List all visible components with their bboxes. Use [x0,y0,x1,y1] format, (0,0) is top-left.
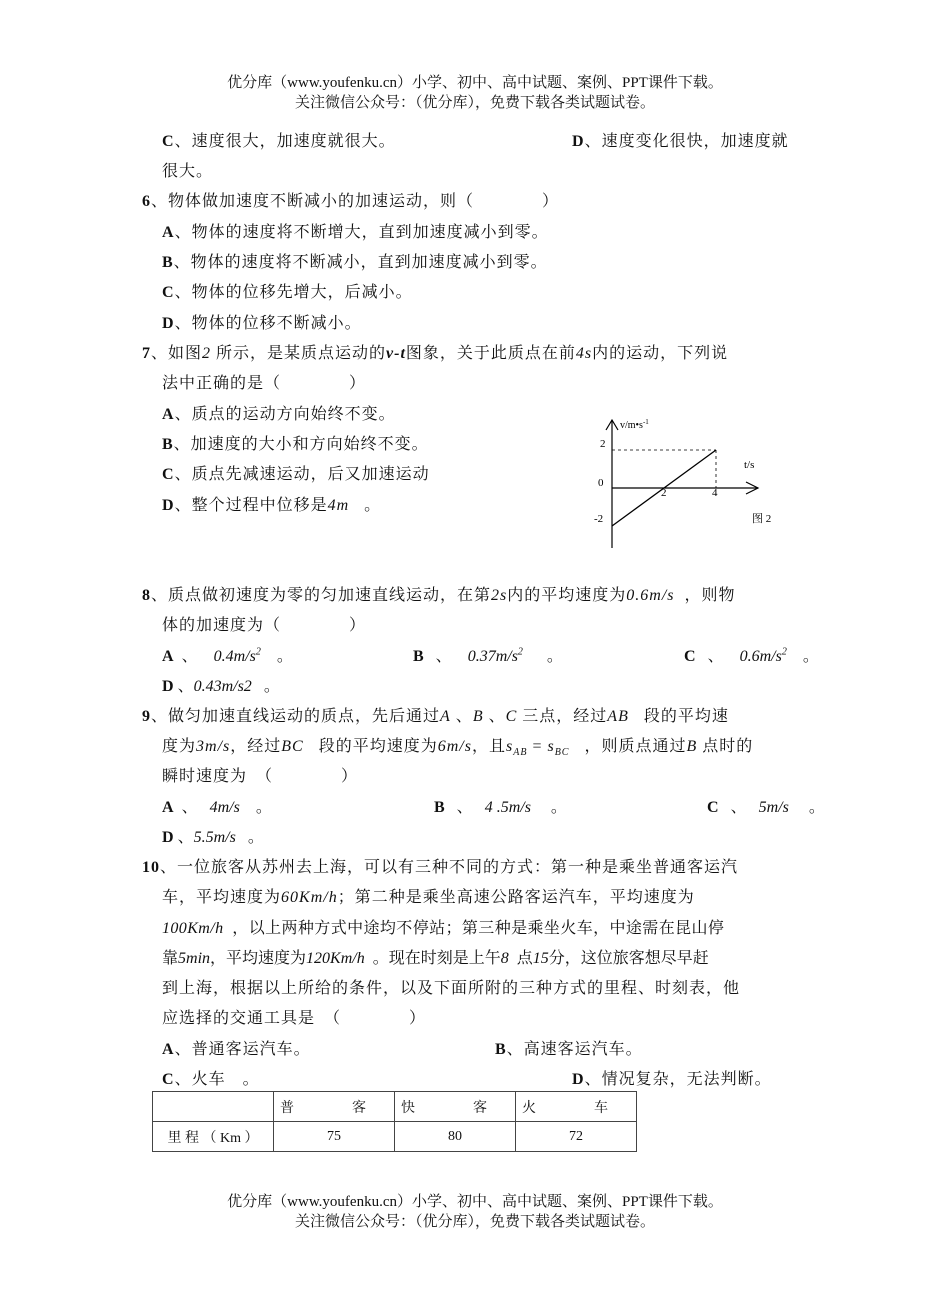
table-cell: 75 [274,1122,395,1152]
q10-line2: 车，平均速度为60Km/h；第二种是乘坐高速公路客运汽车，平均速度为 [162,889,695,906]
distance-table [152,1091,637,1152]
footer-line-2: 关注微信公众号：（优分库），免费下载各类试题试卷。 [294,1214,655,1230]
table-header-cell [153,1092,274,1122]
q9-option-a: A 、 4m/s 。 [162,799,272,816]
y-tick-0: 0 [598,477,604,489]
header-line-1: 优分库（www.youfenku.cn）小学、初中、高中试题、案例、PPT课件下载。 [227,75,723,91]
question-number: 6 [142,193,151,210]
q6-option-a: A、物体的速度将不断增大，直到加速度减小到零。 [162,224,549,241]
q6-option-d: D、物体的位移不断减小。 [162,315,362,332]
table-header-cell: 火 车 [516,1092,637,1122]
q7-stem-cont: 法中正确的是（ ） [162,375,367,392]
q9-option-c: C 、 5m/s 。 [707,799,825,816]
q8-stem-cont: 体的加速度为（ ） [162,617,367,634]
option-text: 、速度很大，加速度就很大。 [174,133,396,150]
q8-option-c: C 、 $0.6m/s^2$ 。 [684,646,819,665]
x-tick-2: 2 [661,487,667,499]
table-header-cell: 普 客 [274,1092,395,1122]
y-tick-neg2: -2 [594,513,604,525]
header-line-2: 关注微信公众号：（优分库），免费下载各类试题试卷。 [294,95,655,111]
q7-option-c: C、质点先减速运动，后又加速运动 [162,466,430,483]
q5-option-d [572,128,789,151]
q10-line3: 100Km/h ，以上两种方式中途均不停站；第三种是乘坐火车，中途需在昆山停 [162,920,725,937]
option-label: C [162,133,175,150]
footer-line-1: 优分库（www.youfenku.cn）小学、初中、高中试题、案例、PPT课件下载。 [227,1194,723,1210]
y-tick-2: 2 [600,438,606,450]
q7-option-a: A、质点的运动方向始终不变。 [162,406,396,423]
x-axis-label: t/s [744,459,755,471]
option-text: 、速度变化很快，加速度就 [584,133,789,150]
y-axis-label: $v/m•s^{-1}$ [620,418,649,431]
q10-line6: 应选择的交通工具是 （ ） [162,1010,427,1027]
table-cell: 80 [395,1122,516,1152]
q8-option-b: B 、 $0.37m/s^2$ 。 [413,646,563,665]
q9-stem-line3: 瞬时速度为 （ ） [162,768,359,785]
q5-option-c [162,128,396,151]
q10-line5: 到上海，根据以上所给的条件，以及下面所附的三种方式的里程、时刻表，他 [162,980,741,997]
q8-stem: 8、质点做初速度为零的匀加速直线运动，在第2s内的平均速度为0.6m/s ，则物 [142,587,736,604]
q10-line4: 靠5min，平均速度为120Km/h 。现在时刻是上午8 点15分，这位旅客想尽早赶 [162,950,709,967]
q10-option-d: D、情况复杂，无法判断。 [572,1071,772,1088]
vt-graph [590,412,780,552]
table-cell: 72 [516,1122,637,1152]
q6-stem: 6、物体做加速度不断减小的加速运动，则（ ） [142,193,560,210]
table-header-cell: 快 客 [395,1092,516,1122]
q10-option-c: C、火车 。 [162,1071,260,1088]
q7-option-b: B、加速度的大小和方向始终不变。 [162,436,429,453]
q9-option-d: D 、5.5m/s 。 [162,829,264,846]
option-label: D [572,133,585,150]
table-header-row [153,1092,637,1122]
q6-option-b: B、物体的速度将不断减小，直到加速度减小到零。 [162,254,548,271]
q10-option-b: B、高速客运汽车。 [495,1041,643,1058]
q5-option-d-cont: 很大。 [162,163,214,180]
q7-option-d: D、整个过程中位移是4m 。 [162,497,382,514]
q10-option-a: A、普通客运汽车。 [162,1041,311,1058]
q9-option-b: B 、 4 .5m/s 。 [434,799,567,816]
figure-caption: 图 2 [752,513,772,525]
x-tick-4: 4 [712,487,718,499]
q9-stem-line1: 9、做匀加速直线运动的质点，先后通过A 、B 、C 三点，经过AB 段的平均速 [142,708,729,725]
q7-stem: 7、如图2 所示，是某质点运动的v-t图象，关于此质点在前4s内的运动，下列说 [142,345,729,362]
q8-option-a: A 、 $0.4m/s^2$ 。 [162,646,293,665]
q8-option-d: D 、0.43m/s2 。 [162,678,280,695]
table-row-label: 里 程 （ Km ） [153,1122,274,1152]
table-row [153,1122,637,1152]
q6-option-c: C、物体的位移先增大，后减小。 [162,284,413,301]
q10-line1: 10、一位旅客从苏州去上海，可以有三种不同的方式：第一种是乘坐普通客运汽 [142,859,739,876]
q9-stem-line2: 度为3m/s，经过BC 段的平均速度为6m/s，且$s_{AB} = s_{BC}$ ，则质点通过B 点时的 [162,738,754,759]
